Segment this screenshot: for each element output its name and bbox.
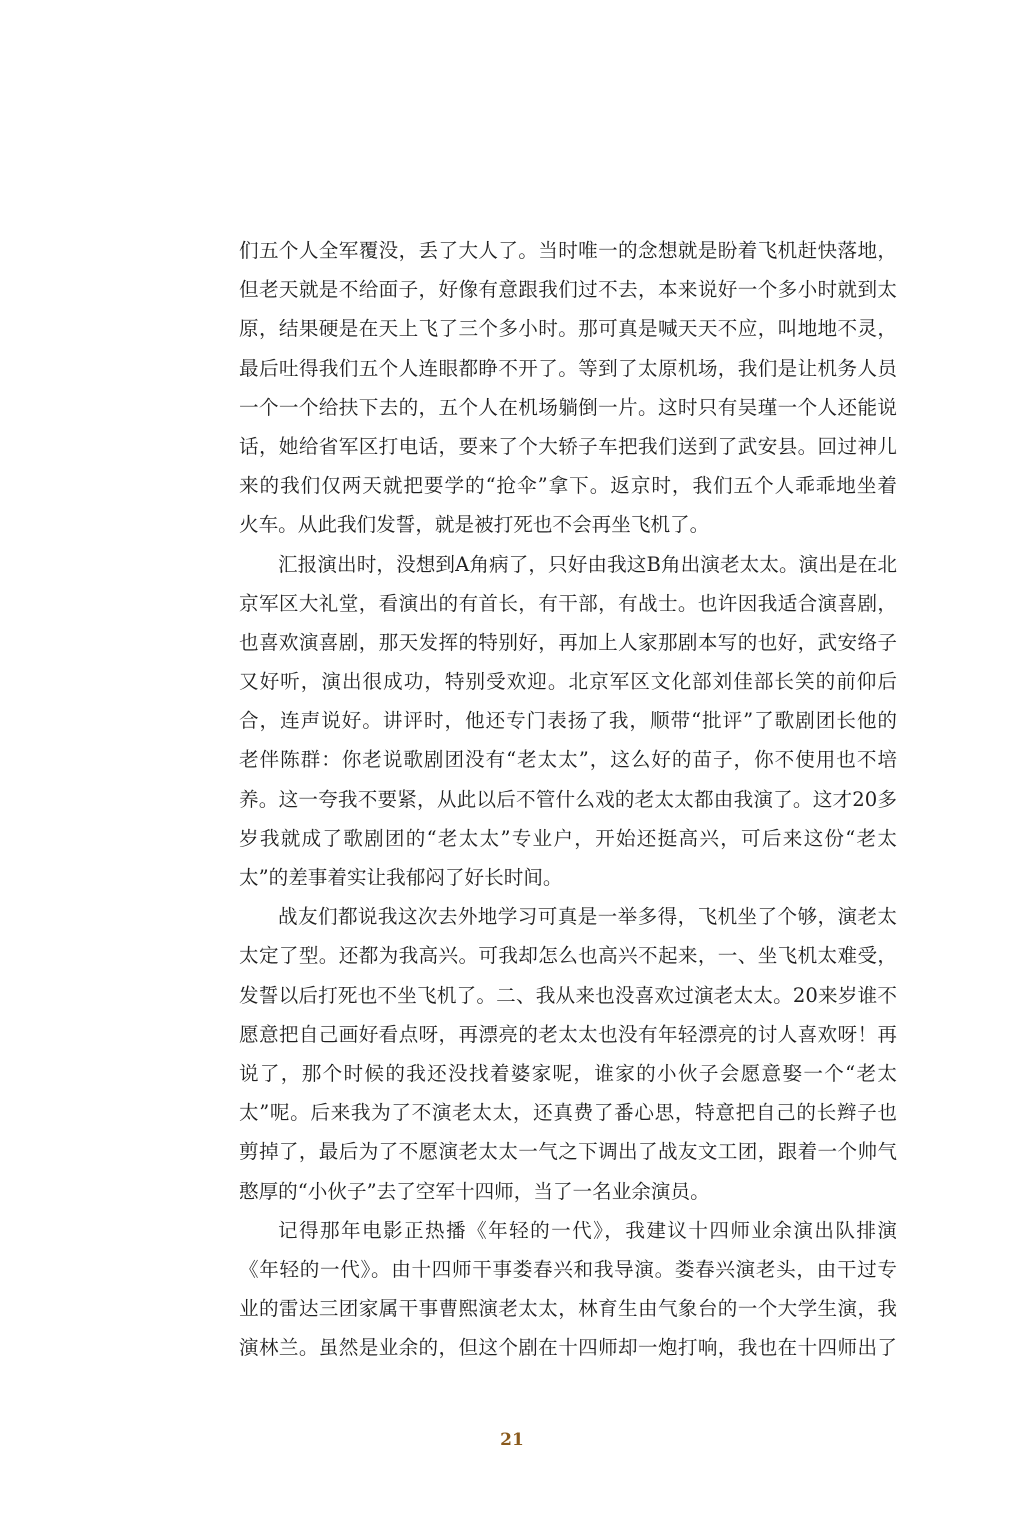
text-line: 愿意把自己画好看点呀，再漂亮的老太太也没有年轻漂亮的讨人喜欢呀！再 [239,1022,897,1046]
text-line: 老伴陈群：你老说歌剧团没有“老太太”，这么好的苗子，你不使用也不培 [239,748,897,772]
text-line: 也喜欢演喜剧，那天发挥的特别好，再加上人家那剧本写的也好，武安络子 [239,630,897,654]
text-line: 岁我就成了歌剧团的“老太太”专业户，开始还挺高兴，可后来这份“老太 [239,826,897,850]
text-line: 说了，那个时候的我还没找着婆家呢，谁家的小伙子会愿意娶一个“老太 [239,1061,897,1085]
body-text [239,231,897,1367]
text-line: 业的雷达三团家属干事曹熙演老太太，林育生由气象台的一个大学生演，我 [239,1297,897,1321]
text-line: 发誓以后打死也不坐飞机了。二、我从来也没喜欢过演老太太。20来岁谁不 [239,983,897,1007]
text-line: 又好听，演出很成功，特别受欢迎。北京军区文化部刘佳部长笑的前仰后 [239,670,897,694]
text-line: 憨厚的“小伙子”去了空军十四师，当了一名业余演员。 [239,1179,710,1203]
text-line: 合，连声说好。讲评时，他还专门表扬了我，顺带“批评”了歌剧团长他的 [239,709,897,733]
page-number: 21 [500,1430,524,1450]
text-line: 话，她给省军区打电话，要来了个大轿子车把我们送到了武安县。回过神儿 [239,434,897,458]
text-line: 《年轻的一代》。由十四师干事娄春兴和我导演。娄春兴演老头，由干过专 [239,1257,897,1281]
text-line: 原，结果硬是在天上飞了三个多小时。那可真是喊天天不应，叫地地不灵， [239,317,897,341]
text-line: 一个一个给扶下去的，五个人在机场躺倒一片。这时只有吴瑾一个人还能说 [239,395,897,419]
paragraph-start-line: 汇报演出时，没想到A角病了，只好由我这B角出演老太太。演出是在北 [278,552,897,576]
text-line: 演林兰。虽然是业余的，但这个剧在十四师却一炮打响，我也在十四师出了 [239,1336,897,1360]
text-line: 最后吐得我们五个人连眼都睁不开了。等到了太原机场，我们是让机务人员 [239,356,897,380]
text-line: 们五个人全军覆没，丢了大人了。当时唯一的念想就是盼着飞机赶快落地， [239,239,897,262]
text-line: 来的我们仅两天就把要学的“抢伞”拿下。返京时，我们五个人乖乖地坐着 [239,474,897,498]
text-line: 养。这一夸我不要紧，从此以后不管什么戏的老太太都由我演了。这才20多 [239,787,897,811]
text-line: 剪掉了，最后为了不愿演老太太一气之下调出了战友文工团，跟着一个帅气 [239,1140,897,1164]
paragraph-start-line: 记得那年电影正热播《年轻的一代》，我建议十四师业余演出队排演 [278,1218,897,1242]
text-line: 火车。从此我们发誓，就是被打死也不会再坐飞机了。 [239,513,710,537]
text-line: 太”呢。后来我为了不演老太太，还真费了番心思，特意把自己的长辫子也 [239,1101,897,1125]
text-line: 太”的差事着实让我郁闷了好长时间。 [239,866,563,889]
text-line: 但老天就是不给面子，好像有意跟我们过不去，本来说好一个多小时就到太 [239,278,897,302]
text-line: 京军区大礼堂，看演出的有首长，有干部，有战士。也许因我适合演喜剧， [239,591,897,615]
text-line: 太定了型。还都为我高兴。可我却怎么也高兴不起来，一、坐飞机太难受， [239,944,897,968]
paragraph-start-line: 战友们都说我这次去外地学习可真是一举多得，飞机坐了个够，演老太 [278,905,897,929]
